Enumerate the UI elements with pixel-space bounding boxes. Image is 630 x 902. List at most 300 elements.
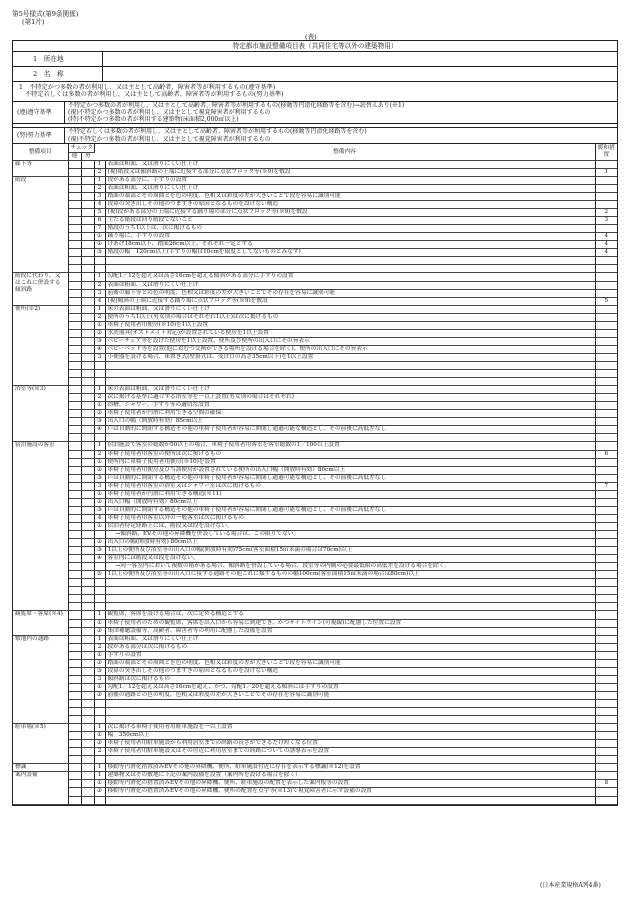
check-effort-cell[interactable] (81, 321, 94, 329)
check-mandatory-cell[interactable] (68, 466, 81, 474)
check-effort-cell[interactable] (81, 651, 94, 659)
table-row (13, 176, 617, 184)
check-effort-cell[interactable] (81, 201, 94, 209)
check-mandatory-cell[interactable] (68, 522, 81, 530)
check-effort-cell[interactable] (81, 466, 94, 474)
check-mandatory-cell[interactable] (68, 675, 81, 683)
check-mandatory-cell[interactable] (68, 337, 81, 345)
check-mandatory-cell[interactable] (68, 265, 81, 273)
table-row (13, 764, 617, 772)
check-mandatory-cell[interactable] (68, 297, 81, 305)
check-effort-cell[interactable] (81, 547, 94, 555)
item-content: 勾配1／12を超え又は高さ16cmを超える傾斜がある部分に手すりの設置 (105, 273, 595, 281)
check-mandatory-cell[interactable] (68, 691, 81, 699)
check-mandatory-cell[interactable] (68, 699, 81, 707)
table-row (13, 498, 617, 506)
item-content: (視)段がある部分の上端に近接する踊り場の部分に点状ブロック等(※9)を敷設 (105, 209, 595, 217)
check-effort-cell[interactable] (81, 426, 94, 434)
check-mandatory-cell[interactable] (68, 635, 81, 643)
check-mandatory-cell[interactable] (68, 426, 81, 434)
check-effort-cell[interactable] (81, 217, 94, 225)
check-effort-cell[interactable] (81, 249, 94, 257)
check-effort-cell[interactable] (81, 410, 94, 418)
item-number: ⑤ (94, 571, 105, 579)
check-effort-cell[interactable] (81, 627, 94, 635)
check-effort-cell[interactable] (81, 748, 94, 756)
check-effort-cell[interactable] (81, 683, 94, 691)
check-effort-cell[interactable] (81, 796, 94, 804)
relief-number (595, 635, 617, 643)
item-number: 1 (94, 176, 105, 184)
item-number (94, 699, 105, 707)
item-number: 4 (94, 514, 105, 522)
check-effort-cell[interactable] (81, 482, 94, 490)
relief-number (595, 603, 617, 611)
check-effort-cell[interactable] (81, 579, 94, 587)
check-mandatory-cell[interactable] (68, 160, 81, 168)
check-effort-cell[interactable] (81, 193, 94, 201)
table-row (13, 450, 617, 458)
check-effort-cell[interactable] (81, 498, 94, 506)
item-number: ③ (94, 667, 105, 675)
check-mandatory-cell[interactable] (68, 716, 81, 724)
check-effort-cell[interactable] (81, 740, 94, 748)
check-mandatory-cell[interactable] (68, 225, 81, 233)
table-row (13, 796, 617, 804)
item-content: 次に掲げる基準に適合する浴室等を一以上設置(男女別の場合はそれぞれ) (105, 394, 595, 402)
check-effort-cell[interactable] (81, 732, 94, 740)
item-number (94, 563, 105, 571)
check-effort-cell[interactable] (81, 587, 94, 595)
item-content (105, 796, 595, 804)
check-mandatory-cell[interactable] (68, 394, 81, 402)
table-row (13, 289, 617, 297)
check-effort-cell[interactable] (81, 530, 94, 538)
check-effort-cell[interactable] (81, 555, 94, 563)
check-mandatory-cell[interactable] (68, 595, 81, 603)
item-content: 幅 350cm以上 (105, 732, 595, 740)
item-content (105, 716, 595, 724)
check-mandatory-cell[interactable] (68, 780, 81, 788)
check-effort-cell[interactable] (81, 168, 94, 176)
category-cell: 階段 (13, 176, 68, 273)
check-effort-cell[interactable] (81, 442, 94, 450)
check-effort-cell[interactable] (81, 490, 94, 498)
check-effort-cell[interactable] (81, 273, 94, 281)
item-number: ② (94, 498, 105, 506)
table-row (13, 394, 617, 402)
relief-number (595, 683, 617, 691)
check-effort-cell[interactable] (81, 788, 94, 796)
check-mandatory-cell[interactable] (68, 539, 81, 547)
check-mandatory-cell[interactable] (68, 176, 81, 184)
check-effort-cell[interactable] (81, 571, 94, 579)
check-effort-cell[interactable] (81, 772, 94, 780)
check-mandatory-cell[interactable] (68, 506, 81, 514)
relief-number (595, 651, 617, 659)
check-mandatory-cell[interactable] (68, 281, 81, 289)
check-mandatory-cell[interactable] (68, 740, 81, 748)
item-content: (視)階段又は傾斜路の上端に近接する部分に点状ブロック等(※9)を敷設 (105, 168, 595, 176)
relief-number (595, 329, 617, 337)
check-effort-cell[interactable] (81, 691, 94, 699)
category-cell: 標識 (13, 764, 68, 772)
check-effort-cell[interactable] (81, 474, 94, 482)
relief-number (595, 386, 617, 394)
check-effort-cell[interactable] (81, 458, 94, 466)
check-effort-cell[interactable] (81, 619, 94, 627)
check-effort-cell[interactable] (81, 362, 94, 370)
table-row (13, 539, 617, 547)
check-mandatory-cell[interactable] (68, 370, 81, 378)
item-number: 4 (94, 201, 105, 209)
check-effort-cell[interactable] (81, 281, 94, 289)
check-mandatory-cell[interactable] (68, 434, 81, 442)
item-number: 2 (94, 168, 105, 176)
item-number: 2 (94, 643, 105, 651)
check-mandatory-cell[interactable] (68, 386, 81, 394)
check-mandatory-cell[interactable] (68, 659, 81, 667)
check-effort-cell[interactable] (81, 209, 94, 217)
item-number: ② (94, 329, 105, 337)
item-number: 3 (94, 193, 105, 201)
check-effort-cell[interactable] (81, 176, 94, 184)
effort-standard-definition (13, 128, 617, 143)
check-mandatory-cell[interactable] (68, 627, 81, 635)
check-effort-cell[interactable] (81, 370, 94, 378)
relief-number: 6 (595, 450, 617, 458)
item-content (105, 257, 595, 265)
relief-number (595, 530, 617, 538)
relief-number (595, 579, 617, 587)
item-number: 3 (94, 289, 105, 297)
check-mandatory-cell[interactable] (68, 410, 81, 418)
check-effort-cell[interactable] (81, 329, 94, 337)
check-mandatory-cell[interactable] (68, 241, 81, 249)
table-row (13, 627, 617, 635)
table-row (13, 402, 617, 410)
check-mandatory-cell[interactable] (68, 611, 81, 619)
table-row (13, 265, 617, 273)
category-cell: 便所(※2) (13, 305, 68, 385)
item-number (94, 603, 105, 611)
item-content: 浴槽、シャワー、手すり等の適切な設置 (105, 402, 595, 410)
item-content: ベビーチェア等を設けた便房を1以上設置、便所及び便所の出入口にその旨表示 (105, 337, 595, 345)
relief-number (595, 563, 617, 571)
relief-number: 2 (595, 209, 617, 217)
check-mandatory-cell[interactable] (68, 329, 81, 337)
check-mandatory-cell[interactable] (68, 619, 81, 627)
relief-number (595, 418, 617, 426)
check-mandatory-cell[interactable] (68, 168, 81, 176)
check-mandatory-cell[interactable] (68, 321, 81, 329)
check-effort-cell[interactable] (81, 337, 94, 345)
check-mandatory-cell[interactable] (68, 683, 81, 691)
check-mandatory-cell[interactable] (68, 450, 81, 458)
check-effort-cell[interactable] (81, 708, 94, 716)
check-mandatory-cell[interactable] (68, 796, 81, 804)
item-number: 1 (94, 160, 105, 168)
check-mandatory-cell[interactable] (68, 217, 81, 225)
check-effort-cell[interactable] (81, 603, 94, 611)
item-content: けあげ18cm以下、踏面26cm以上、それぞれ一定とする (105, 241, 595, 249)
check-effort-cell[interactable] (81, 225, 94, 233)
item-number: 6 (94, 217, 105, 225)
table-row (13, 643, 617, 651)
relief-number (595, 257, 617, 265)
check-mandatory-cell[interactable] (68, 474, 81, 482)
check-effort-cell[interactable] (81, 716, 94, 724)
relief-number (595, 201, 617, 209)
item-content (105, 378, 595, 386)
check-mandatory-cell[interactable] (68, 378, 81, 386)
table-row (13, 482, 617, 490)
check-mandatory-cell[interactable] (68, 603, 81, 611)
header-check: チェック (68, 144, 94, 153)
relief-number (595, 370, 617, 378)
check-mandatory-cell[interactable] (68, 788, 81, 796)
item-content: 戸は自動的に開閉する構造その他の車椅子使用者が容易に開閉し通過可能な構造とし、その前後に高低差なし (105, 506, 595, 514)
item-number: ① (94, 683, 105, 691)
relief-number (595, 708, 617, 716)
item-number: 5 (94, 209, 105, 217)
item-number: ① (94, 522, 105, 530)
table-row (13, 410, 617, 418)
table-row (13, 522, 617, 530)
relief-number: 4 (595, 249, 617, 257)
relief-number (595, 675, 617, 683)
check-effort-cell[interactable] (81, 522, 94, 530)
table-row (13, 362, 617, 370)
check-effort-cell[interactable] (81, 394, 94, 402)
table-row (13, 748, 617, 756)
relief-number (595, 426, 617, 434)
check-effort-cell[interactable] (81, 724, 94, 732)
check-mandatory-cell[interactable] (68, 563, 81, 571)
item-number: ① (94, 651, 105, 659)
item-number: ③ (94, 547, 105, 555)
check-mandatory-cell[interactable] (68, 362, 81, 370)
check-mandatory-cell[interactable] (68, 708, 81, 716)
item-number (94, 756, 105, 764)
table-row (13, 281, 617, 289)
location-row (13, 52, 617, 67)
check-mandatory-cell[interactable] (68, 273, 81, 281)
relief-number (595, 740, 617, 748)
check-mandatory-cell[interactable] (68, 643, 81, 651)
check-mandatory-cell[interactable] (68, 313, 81, 321)
item-content: 便所のうち1以上(男女別の場合はそれぞれ1以上)は次に掲げるもの (105, 313, 595, 321)
check-mandatory-cell[interactable] (68, 724, 81, 732)
check-effort-cell[interactable] (81, 780, 94, 788)
check-mandatory-cell[interactable] (68, 289, 81, 297)
check-effort-cell[interactable] (81, 434, 94, 442)
check-effort-cell[interactable] (81, 667, 94, 675)
check-effort-cell[interactable] (81, 764, 94, 772)
table-row (13, 547, 617, 555)
check-effort-cell[interactable] (81, 353, 94, 361)
header-do: 努 (81, 152, 94, 160)
table-row (13, 659, 617, 667)
table-row (13, 683, 617, 691)
item-number: 4 (94, 297, 105, 305)
check-mandatory-cell[interactable] (68, 651, 81, 659)
check-effort-cell[interactable] (81, 160, 94, 168)
check-effort-cell[interactable] (81, 241, 94, 249)
check-mandatory-cell[interactable] (68, 571, 81, 579)
check-mandatory-cell[interactable] (68, 442, 81, 450)
check-mandatory-cell[interactable] (68, 193, 81, 201)
relief-number (595, 732, 617, 740)
category-cell: 敷地内の通路 (13, 635, 68, 724)
check-effort-cell[interactable] (81, 297, 94, 305)
relief-number (595, 547, 617, 555)
item-number: ② (94, 659, 105, 667)
check-effort-cell[interactable] (81, 345, 94, 353)
check-mandatory-cell[interactable] (68, 209, 81, 217)
table-row (13, 756, 617, 764)
check-mandatory-cell[interactable] (68, 482, 81, 490)
table-row (13, 530, 617, 538)
item-number: ② (94, 740, 105, 748)
check-mandatory-cell[interactable] (68, 402, 81, 410)
item-number: 1 (94, 772, 105, 780)
relief-number (595, 281, 617, 289)
table-row (13, 345, 617, 353)
table-row (13, 506, 617, 514)
check-mandatory-cell[interactable] (68, 587, 81, 595)
relief-number (595, 716, 617, 724)
check-effort-cell[interactable] (81, 506, 94, 514)
check-effort-cell[interactable] (81, 635, 94, 643)
relief-number (595, 289, 617, 297)
category-cell: 廊下等 (13, 160, 68, 176)
relief-number (595, 410, 617, 418)
table-row (13, 651, 617, 659)
check-mandatory-cell[interactable] (68, 257, 81, 265)
check-mandatory-cell[interactable] (68, 764, 81, 772)
check-effort-cell[interactable] (81, 386, 94, 394)
check-mandatory-cell[interactable] (68, 305, 81, 313)
item-content: 表面は粗面、又は滑りにくい仕上げ (105, 281, 595, 289)
relief-number (595, 659, 617, 667)
item-content: 車椅子使用者用便房(※10)を1以上設置 (105, 321, 595, 329)
check-effort-cell[interactable] (81, 402, 94, 410)
item-number: ① (94, 490, 105, 498)
check-effort-cell[interactable] (81, 611, 94, 619)
check-mandatory-cell[interactable] (68, 345, 81, 353)
relief-number (595, 265, 617, 273)
check-mandatory-cell[interactable] (68, 579, 81, 587)
check-effort-cell[interactable] (81, 289, 94, 297)
relief-number (595, 691, 617, 699)
check-effort-cell[interactable] (81, 184, 94, 192)
table-row (13, 193, 617, 201)
check-effort-cell[interactable] (81, 233, 94, 241)
mandatory-standard-label: (遵)遵守基準 (13, 102, 65, 124)
check-mandatory-cell[interactable] (68, 772, 81, 780)
check-mandatory-cell[interactable] (68, 233, 81, 241)
note-line-2: 不特定若しくは多数の者が利用し、又は主として高齢者、障害者等が利用するもの(努力基準) (25, 91, 284, 99)
item-content: 小便器を設ける場合、床置き式(壁掛式は、受け口の高さ35cm以下)を1以上設置 (105, 353, 595, 361)
check-mandatory-cell[interactable] (68, 418, 81, 426)
check-mandatory-cell[interactable] (68, 756, 81, 764)
table-row (13, 667, 617, 675)
check-effort-cell[interactable] (81, 418, 94, 426)
item-content: 前後の通路との色の明度、色相又は彩度の差が大きいことでその存在を容易に識別可能 (105, 691, 595, 699)
check-mandatory-cell[interactable] (68, 732, 81, 740)
item-content: 水洗器具(オストメイト対応)が設置されている便房を1以上設置 (105, 329, 595, 337)
check-mandatory-cell[interactable] (68, 547, 81, 555)
item-content: →傾斜路、EVその他の昇降機を併設している場合は、この限りでない。 (105, 530, 595, 538)
category-cell: 観覧席・客席(※4) (13, 611, 68, 635)
item-number: ① (94, 780, 105, 788)
table-row (13, 571, 617, 579)
table-row (13, 740, 617, 748)
item-content: 前後の廊下等との色の明度、色相又は彩度の差が大きいことでその存在を容易に識別可能 (105, 289, 595, 297)
check-mandatory-cell[interactable] (68, 184, 81, 192)
check-effort-cell[interactable] (81, 265, 94, 273)
check-effort-cell[interactable] (81, 675, 94, 683)
check-mandatory-cell[interactable] (68, 490, 81, 498)
table-row (13, 168, 617, 176)
check-mandatory-cell[interactable] (68, 498, 81, 506)
check-effort-cell[interactable] (81, 595, 94, 603)
item-content: 戸は自動的に開閉する構造その他の車椅子使用者が容易に開閉し通過可能な構造とし、その前後に高低差なし (105, 474, 595, 482)
item-number: ② (94, 241, 105, 249)
relief-number (595, 490, 617, 498)
relief-number (595, 555, 617, 563)
item-content (105, 595, 595, 603)
check-effort-cell[interactable] (81, 659, 94, 667)
check-effort-cell[interactable] (81, 539, 94, 547)
check-mandatory-cell[interactable] (68, 555, 81, 563)
standard-line: (視)不特定かつ多数の者が利用し、又は主として視覚障害者が利用するもの (68, 109, 271, 117)
check-mandatory-cell[interactable] (68, 458, 81, 466)
relief-number (595, 748, 617, 756)
item-content: 踏面の端部とその周囲とを色の明度、色相又は彩度の差が大きいことで段を容易に識別可能 (105, 193, 595, 201)
item-content: →同一客室内において複数の階がある場合、傾斜路を併設している場合、段室等の内側の必要最低限の高低差を設ける場合を除く。 (105, 563, 595, 571)
check-effort-cell[interactable] (81, 643, 94, 651)
check-mandatory-cell[interactable] (68, 201, 81, 209)
table-row (13, 249, 617, 257)
standard-line: 不特定かつ多数の者が利用し、又は主として高齢者、障害者等が利用するもの(移動等円滑化経路等を含む)→読替えあり(※1) (68, 101, 405, 109)
check-effort-cell[interactable] (81, 378, 94, 386)
check-mandatory-cell[interactable] (68, 667, 81, 675)
check-effort-cell[interactable] (81, 699, 94, 707)
item-number (94, 434, 105, 442)
check-effort-cell[interactable] (81, 514, 94, 522)
check-mandatory-cell[interactable] (68, 249, 81, 257)
check-effort-cell[interactable] (81, 450, 94, 458)
item-content: 段鼻の突き出しその他のつまずきの原因となるものを設けない構造 (105, 667, 595, 675)
check-mandatory-cell[interactable] (68, 530, 81, 538)
item-number: 3 (94, 482, 105, 490)
relief-number (595, 273, 617, 281)
check-effort-cell[interactable] (81, 756, 94, 764)
check-effort-cell[interactable] (81, 305, 94, 313)
table-row (13, 708, 617, 716)
relief-number (595, 506, 617, 514)
check-mandatory-cell[interactable] (68, 353, 81, 361)
relief-number (595, 788, 617, 796)
check-mandatory-cell[interactable] (68, 748, 81, 756)
check-mandatory-cell[interactable] (68, 514, 81, 522)
check-effort-cell[interactable] (81, 563, 94, 571)
check-effort-cell[interactable] (81, 313, 94, 321)
table-row (13, 201, 617, 209)
check-effort-cell[interactable] (81, 257, 94, 265)
